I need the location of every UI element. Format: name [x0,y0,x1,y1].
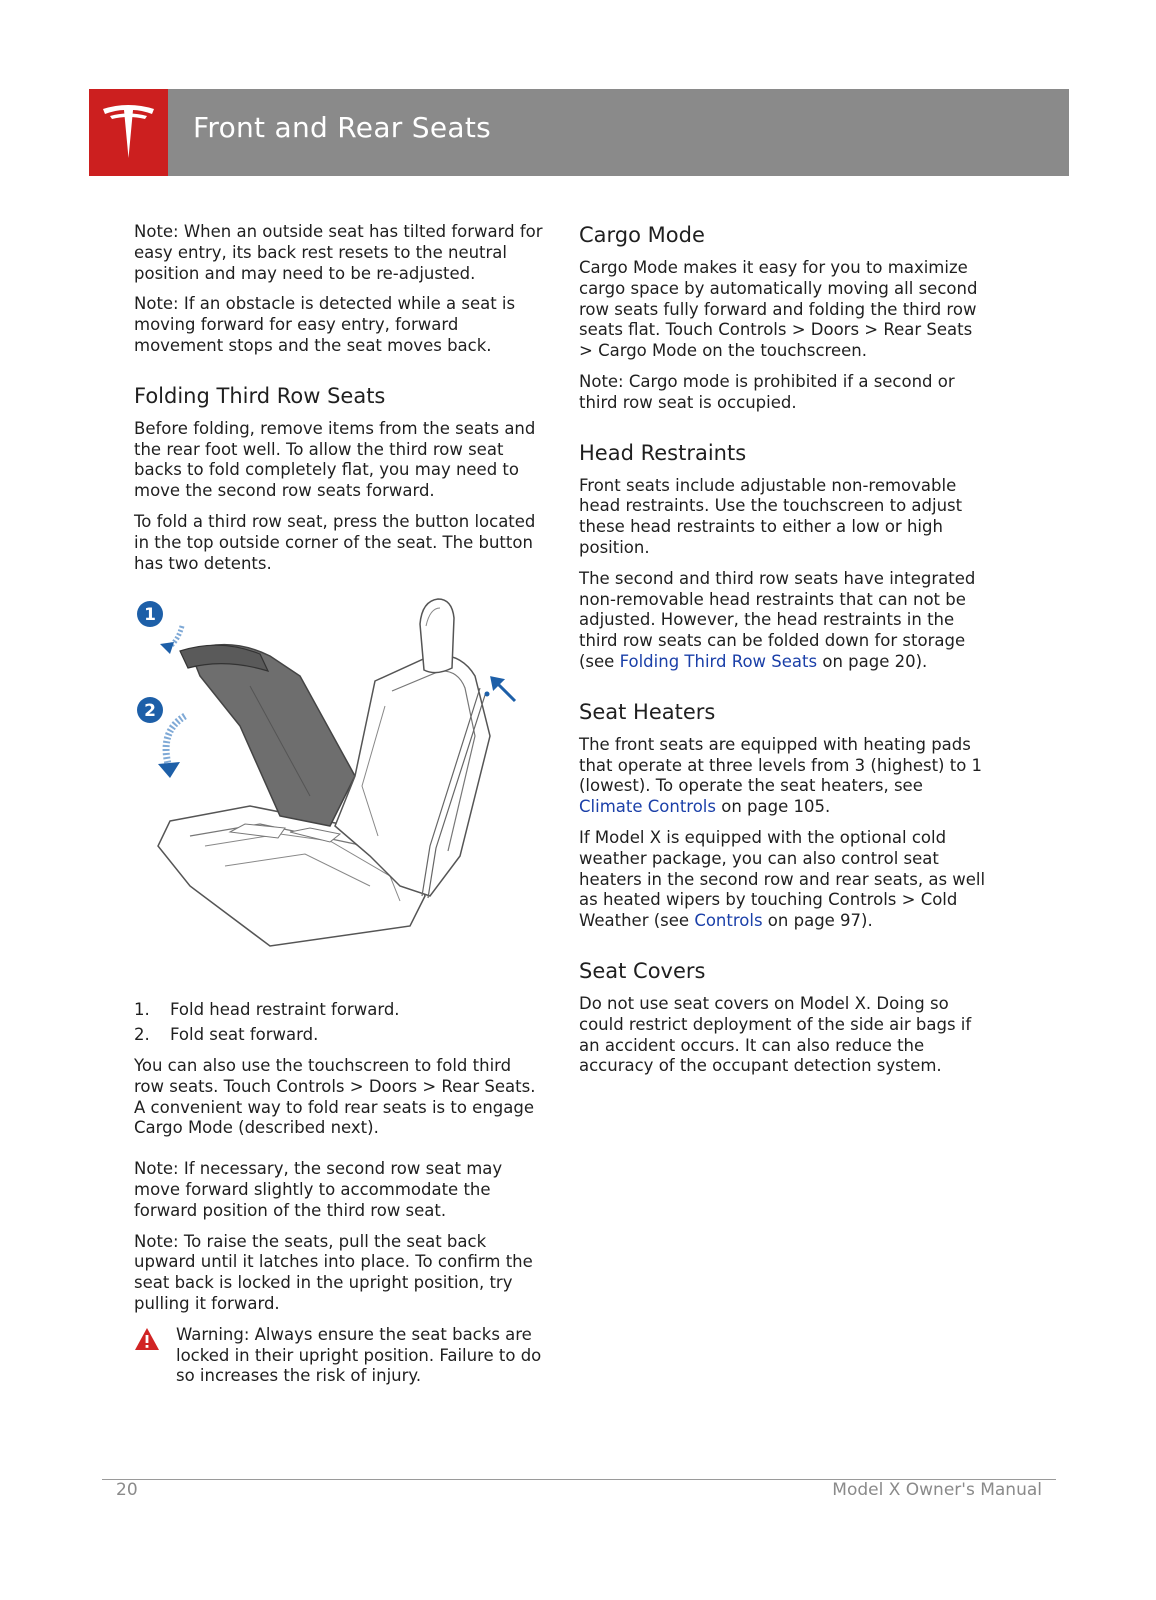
note-tilt: Note: When an outside seat has tilted forward for easy entry, its back rest resets to the neutral position and may need to be re-adjusted. [134,222,543,283]
page-title: Front and Rear Seats [193,111,492,144]
page-number: 20 [116,1480,138,1500]
folding-third-row-link[interactable]: Folding Third Row Seats [619,651,818,671]
right-column [579,222,989,1087]
tesla-logo-icon [101,103,156,163]
list-item: 2. Fold seat forward. [134,1025,319,1045]
climate-controls-link[interactable]: Climate Controls [579,797,716,817]
folding-heading: Folding Third Row Seats [134,383,386,408]
heaters-paragraph-1: The front seats are equipped with heating pads that operate at three levels from 3 (highest) to 1 (lowest). To operate the seat heaters, see Climate Controls on page 105. [579,734,983,817]
warning-icon [134,1327,160,1351]
seat-covers-heading: Seat Covers [579,958,706,983]
warning-text: Warning: Always ensure the seat backs are locked in their upright position. Failure to do so increases the risk of injury. [176,1324,542,1386]
cargo-paragraph: Cargo Mode makes it easy for you to maximize cargo space by automatically moving all second row seats fully forward and folding the third row seats flat. Touch Controls > Doors > Rear Seats > Cargo Mode on the touchscreen. [579,258,978,361]
seat-illustration-icon [130,596,530,984]
seat-heaters-heading: Seat Heaters [579,699,716,724]
cargo-note: Note: Cargo mode is prohibited if a second or third row seat is occupied. [579,371,955,412]
note-raise: Note: To raise the seats, pull the seat back upward until it latches into place. To confirm the seat back is locked in the upright position, try pulling it forward. [134,1231,533,1313]
warning-box [134,1325,544,1397]
seat-fold-illustration [130,596,530,984]
step-1-marker: 1 [144,605,156,626]
folding-paragraph-1: Before folding, remove items from the seats and the rear foot well. To allow the third row seat backs to fold completely flat, you may need to move the second row seats forward. [134,418,536,501]
covers-paragraph: Do not use seat covers on Model X. Doing so could restrict deployment of the side air bags if an accident occurs. It can also reduce the accuracy of the occupant detection system. [579,993,972,1076]
manual-name: Model X Owner's Manual [832,1480,1042,1500]
touchscreen-paragraph: You can also use the touchscreen to fold third row seats. Touch Controls > Doors > Rear Seats. A convenient way to fold rear seats is to engage Cargo Mode (described next). [134,1055,536,1138]
folding-paragraph-2: To fold a third row seat, press the button located in the top outside corner of the seat. The button has two detents. [134,511,536,573]
heaters-paragraph-2: If Model X is equipped with the optional cold weather package, you can also control seat heaters in the second row and rear seats, as well as heated wipers by touching Controls > Cold Weather (see Controls on page 97). [579,827,986,931]
note-obstacle: Note: If an obstacle is detected while a seat is moving forward for easy entry, forward movement stops and the seat moves back. [134,294,516,355]
controls-link[interactable]: Controls [694,911,763,931]
head-restraints-heading: Head Restraints [579,440,747,465]
list-item: 1. Fold head restraint forward. [134,1000,400,1020]
cargo-heading: Cargo Mode [579,223,705,247]
tesla-logo [89,89,168,176]
step-2-marker: 2 [144,701,156,722]
head-paragraph-2: The second and third row seats have integrated non-removable head restraints that can not be adjusted. However, the head restraints in the third row seats can be folded down for storage (see Folding Third Row Seats on page 20). [579,568,976,671]
note-second-row: Note: If necessary, the second row seat may move forward slightly to accommodate the forward position of the third row seat. [134,1159,503,1220]
left-column [134,222,544,1397]
head-paragraph-1: Front seats include adjustable non-removable head restraints. Use the touchscreen to adjust these head restraints to either a low or high position. [579,475,963,557]
